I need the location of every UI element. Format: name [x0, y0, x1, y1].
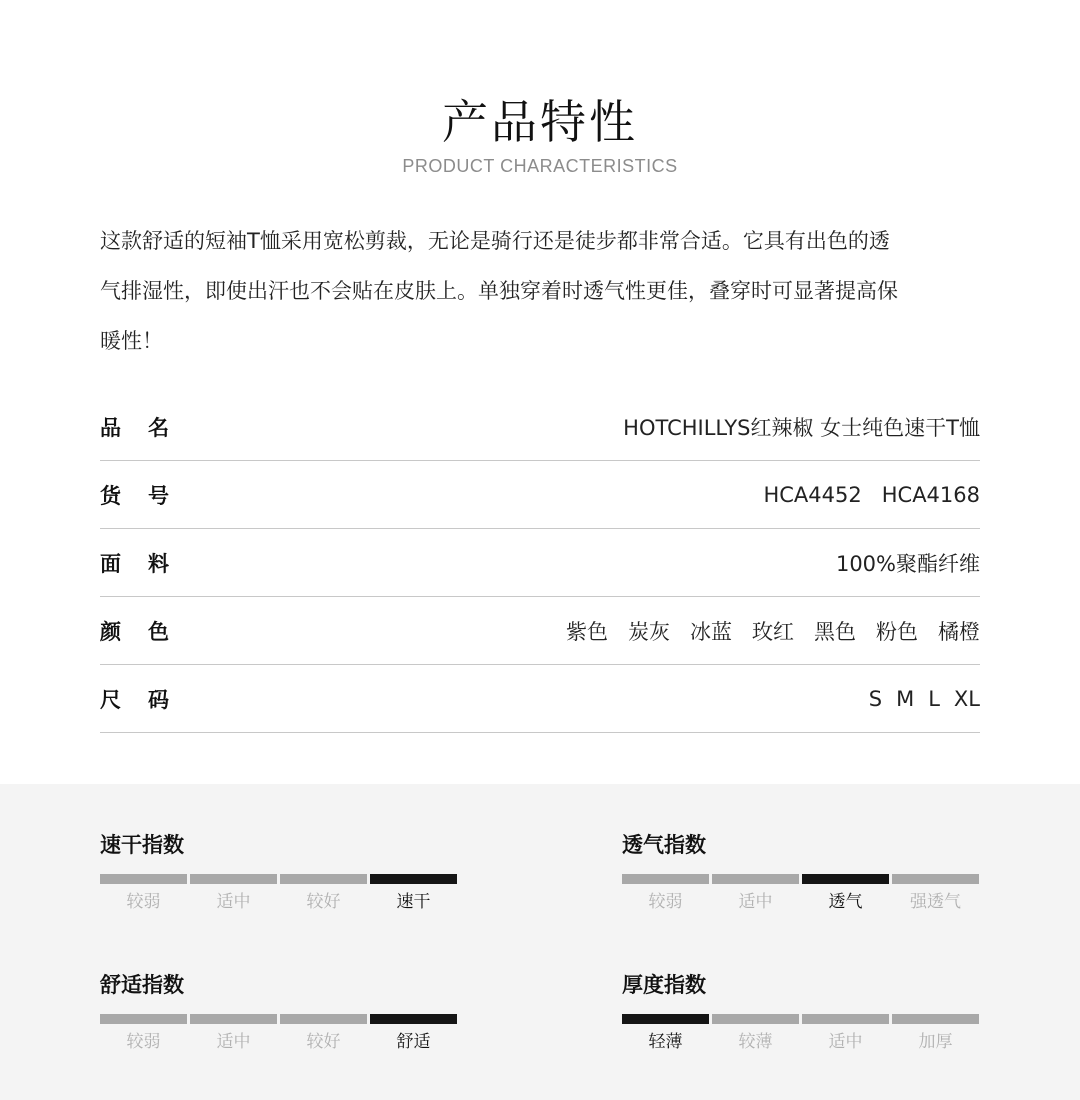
- sku-code: HCA4168: [881, 482, 980, 507]
- spec-label-char: 码: [148, 687, 169, 712]
- spec-row-name: [100, 394, 980, 461]
- color-option: 炭灰: [628, 619, 670, 644]
- meter-level-label: 较好: [306, 892, 341, 912]
- spec-row-sku: [100, 461, 980, 529]
- spec-label-char: 料: [148, 551, 169, 576]
- size-option: XL: [953, 686, 980, 711]
- meter-level-label: 较薄: [738, 1032, 773, 1052]
- spec-label-char: 色: [148, 619, 169, 644]
- spec-row-fabric: [100, 529, 980, 597]
- spec-value-colors: [566, 616, 980, 646]
- meter-comfort: [100, 972, 460, 1054]
- meter-thickness: [622, 972, 982, 1054]
- color-option: 黑色: [814, 619, 856, 644]
- spec-value-sizes: [869, 687, 980, 711]
- meter-bar: [100, 1014, 460, 1024]
- product-description: [100, 216, 980, 366]
- meter-level-label: 舒适: [396, 1032, 431, 1052]
- meter-segment: [802, 1014, 889, 1024]
- meter-bar: [100, 874, 460, 884]
- description-line: 这款舒适的短袖T恤采用宽松剪裁，无论是骑行还是徒步都非常合适。它具有出色的透: [100, 229, 890, 253]
- meter-title: 舒适指数: [100, 973, 184, 997]
- spec-label: [100, 548, 260, 578]
- meter-level-label: 强透气: [910, 892, 961, 912]
- meter-level-label: 速干: [396, 892, 431, 912]
- meter-segment: [712, 1014, 799, 1024]
- spec-row-colors: [100, 597, 980, 665]
- meter-level-label: 较弱: [126, 1032, 161, 1052]
- meter-segment: [370, 1014, 457, 1024]
- meter-title: 速干指数: [100, 833, 184, 857]
- meter-level-label: 较好: [306, 1032, 341, 1052]
- spec-label-char: 名: [148, 416, 169, 440]
- meter-level-label: 适中: [828, 1032, 863, 1052]
- meter-level-label: 轻薄: [648, 1032, 683, 1052]
- meter-labels: [100, 890, 460, 914]
- spec-label-char: 面: [100, 551, 121, 576]
- color-option: 玫红: [752, 619, 794, 644]
- spec-label-char: 品: [100, 416, 121, 440]
- meter-segment: [892, 1014, 979, 1024]
- description-line: 气排湿性，即使出汗也不会贴在皮肤上。单独穿着时透气性更佳，叠穿时可显著提高保: [100, 279, 898, 303]
- meter-labels: [622, 890, 982, 914]
- meter-quick-dry: [100, 832, 460, 914]
- meter-segment: [280, 1014, 367, 1024]
- spec-label: [100, 684, 260, 714]
- meter-segment: [622, 874, 709, 884]
- color-option: 粉色: [876, 619, 918, 644]
- meter-segment: [100, 1014, 187, 1024]
- spec-value-sku: [763, 483, 980, 507]
- index-section: [0, 784, 1080, 1100]
- meter-segment: [100, 874, 187, 884]
- spec-table: [100, 394, 980, 733]
- meter-segment: [280, 874, 367, 884]
- spec-label: [100, 616, 260, 646]
- spec-label-char: 尺: [100, 687, 121, 712]
- spec-label-char: 货: [100, 483, 121, 508]
- size-option: M: [896, 686, 915, 711]
- meter-segment: [190, 874, 277, 884]
- spec-row-sizes: [100, 665, 980, 733]
- description-line: 暖性！: [100, 329, 163, 353]
- sku-code: HCA4452: [763, 482, 862, 507]
- meter-segment: [370, 874, 457, 884]
- spec-label: [100, 480, 260, 510]
- meter-bar: [622, 874, 982, 884]
- color-option: 紫色: [566, 619, 608, 644]
- meter-segment: [892, 874, 979, 884]
- spec-value-fabric: 100%聚酯纤维: [835, 551, 980, 576]
- meter-level-label: 透气: [828, 892, 863, 912]
- meter-level-label: 适中: [216, 1032, 251, 1052]
- page-title: 产品特性: [442, 95, 638, 149]
- spec-label-char: 颜: [100, 619, 121, 644]
- meter-level-label: 加厚: [918, 1032, 953, 1052]
- meter-level-label: 适中: [738, 892, 773, 912]
- meter-level-label: 较弱: [126, 892, 161, 912]
- meter-segment: [802, 874, 889, 884]
- spec-value-name: HOTCHILLYS红辣椒 女士纯色速干T恤: [623, 416, 980, 440]
- color-option: 橘橙: [938, 619, 980, 644]
- meter-bar: [622, 1014, 982, 1024]
- meter-title: 透气指数: [622, 833, 706, 857]
- page-subtitle: PRODUCT CHARACTERISTICS: [402, 156, 678, 176]
- meter-level-label: 较弱: [648, 892, 683, 912]
- meter-segment: [190, 1014, 277, 1024]
- meter-labels: [100, 1030, 460, 1054]
- spec-label-char: 号: [148, 483, 169, 508]
- meter-segment: [622, 1014, 709, 1024]
- meter-segment: [712, 874, 799, 884]
- color-option: 冰蓝: [690, 619, 732, 644]
- meter-title: 厚度指数: [622, 973, 706, 997]
- size-option: L: [928, 686, 940, 711]
- meter-level-label: 适中: [216, 892, 251, 912]
- size-option: S: [868, 686, 883, 711]
- spec-label: [100, 412, 260, 442]
- meter-breathability: [622, 832, 982, 914]
- meter-labels: [622, 1030, 982, 1054]
